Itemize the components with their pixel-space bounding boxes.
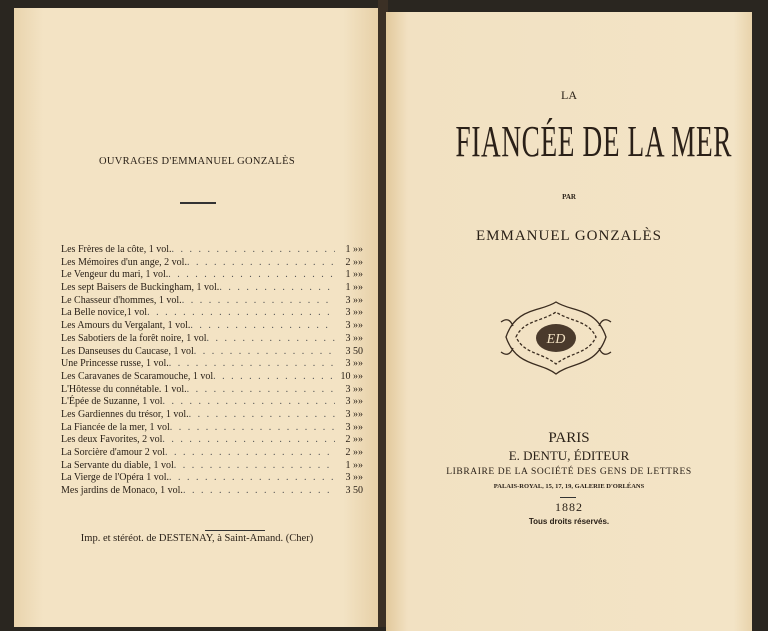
work-row bbox=[61, 447, 363, 460]
work-row bbox=[61, 460, 363, 473]
society: LIBRAIRE DE LA SOCIÉTÉ DES GENS DE LETTRES bbox=[446, 467, 692, 477]
left-page bbox=[14, 8, 380, 627]
work-title: Une Princesse russe, 1 vol. bbox=[61, 358, 169, 370]
work-row bbox=[61, 333, 363, 346]
leader-dots bbox=[213, 371, 335, 384]
leader-dots bbox=[187, 257, 335, 270]
work-price: 3 50 bbox=[345, 345, 363, 357]
works-heading: OUVRAGES D'EMMANUEL GONZALÈS bbox=[99, 156, 295, 167]
by-label: PAR bbox=[562, 193, 576, 201]
work-price: 1 »» bbox=[345, 459, 363, 471]
work-row bbox=[61, 384, 363, 397]
leader-dots bbox=[170, 422, 335, 435]
city: PARIS bbox=[548, 430, 590, 446]
leader-dots bbox=[162, 434, 335, 447]
leader-dots bbox=[163, 396, 336, 409]
work-row bbox=[61, 257, 363, 270]
work-row bbox=[61, 346, 363, 359]
work-row bbox=[61, 409, 363, 422]
work-title: Les Frères de la côte, 1 vol. bbox=[61, 244, 172, 255]
work-price: 3 »» bbox=[345, 332, 363, 344]
work-price: 3 »» bbox=[345, 396, 363, 408]
author-name: EMMANUEL GONZALÈS bbox=[475, 228, 662, 244]
leader-dots bbox=[169, 472, 335, 485]
work-row bbox=[61, 358, 363, 371]
work-price: 2 »» bbox=[345, 256, 363, 268]
work-row bbox=[61, 307, 363, 320]
work-row bbox=[61, 485, 363, 498]
work-price: 3 »» bbox=[345, 307, 363, 319]
leader-dots bbox=[183, 485, 335, 498]
work-title: Les Amours du Vergalant, 1 vol. bbox=[61, 320, 191, 332]
leader-dots bbox=[169, 358, 335, 371]
work-price: 3 50 bbox=[345, 485, 363, 497]
work-title: La Servante du diable, 1 vol bbox=[61, 459, 174, 471]
work-title: Le Chasseur d'hommes, 1 vol. bbox=[61, 294, 182, 306]
work-title: La Belle novice,1 vol bbox=[61, 307, 148, 319]
work-price: 2 »» bbox=[345, 447, 363, 458]
work-title: Mes jardins de Monaco, 1 vol. bbox=[61, 485, 183, 497]
leader-dots bbox=[147, 307, 335, 320]
leader-dots bbox=[219, 282, 335, 295]
work-price: 3 »» bbox=[345, 383, 363, 395]
work-price: 10 »» bbox=[340, 370, 363, 382]
work-title: La Fiancée de la mer, 1 vol bbox=[61, 421, 170, 433]
work-price: 3 »» bbox=[345, 320, 363, 332]
leader-dots bbox=[174, 460, 335, 473]
work-price: 1 »» bbox=[345, 282, 363, 294]
work-row bbox=[61, 295, 363, 308]
work-title: L'Épée de Suzanne, 1 vol bbox=[61, 396, 163, 408]
divider bbox=[180, 202, 216, 204]
leader-dots bbox=[189, 409, 335, 422]
work-title: Les sept Baisers de Buckingham, 1 vol. bbox=[61, 282, 220, 294]
work-price: 3 »» bbox=[345, 408, 363, 420]
work-price: 2 »» bbox=[345, 434, 363, 446]
work-price: 1 »» bbox=[345, 269, 363, 281]
work-price: 3 »» bbox=[345, 421, 363, 433]
work-row bbox=[61, 269, 363, 282]
work-title: L'Hôtesse du connétable. 1 vol. bbox=[61, 383, 187, 395]
work-row bbox=[61, 320, 363, 333]
work-row bbox=[61, 371, 363, 384]
work-price: 3 »» bbox=[345, 472, 363, 484]
leader-dots bbox=[187, 384, 335, 397]
rights-notice: Tous droits réservés. bbox=[528, 517, 610, 526]
work-title: Les Gardiennes du trésor, 1 vol. bbox=[61, 408, 189, 420]
work-row bbox=[61, 244, 363, 257]
works-list bbox=[61, 244, 363, 498]
printer-imprint: Imp. et stéréot. de DESTENAY, à Saint-Amand. (Cher) bbox=[80, 533, 314, 544]
work-row bbox=[61, 396, 363, 409]
emblem-monogram: ED bbox=[546, 332, 566, 347]
work-row bbox=[61, 422, 363, 435]
work-title: La Sorcière d'amour 2 vol bbox=[61, 447, 165, 458]
work-price: 3 »» bbox=[345, 294, 363, 306]
work-price: 3 »» bbox=[345, 358, 363, 370]
leader-dots bbox=[194, 346, 335, 359]
work-title: Les Danseuses du Caucase, 1 vol bbox=[61, 345, 194, 357]
leader-dots bbox=[190, 320, 335, 333]
title-article: LA bbox=[561, 88, 577, 102]
work-title: Le Vengeur du mari, 1 vol. bbox=[61, 269, 169, 281]
leader-dots bbox=[207, 333, 335, 346]
title-page bbox=[386, 12, 752, 631]
book-title: FIANCÉE DE LA MER bbox=[455, 117, 733, 166]
work-title: La Vierge de l'Opéra 1 vol. bbox=[61, 472, 170, 484]
leader-dots bbox=[172, 244, 335, 257]
work-title: Les deux Favorites, 2 vol bbox=[61, 434, 163, 446]
publisher-emblem-icon bbox=[496, 292, 616, 387]
address: PALAIS-ROYAL, 15, 17, 19, GALERIE D'ORLÉANS bbox=[493, 483, 645, 490]
work-row bbox=[61, 434, 363, 447]
leader-dots bbox=[165, 447, 335, 460]
work-title: Les Caravanes de Scaramouche, 1 vol bbox=[61, 370, 214, 382]
leader-dots bbox=[182, 295, 335, 308]
divider bbox=[560, 497, 576, 498]
publisher: E. DENTU, ÉDITEUR bbox=[508, 448, 630, 463]
year: 1882 bbox=[555, 500, 583, 514]
work-row bbox=[61, 472, 363, 485]
leader-dots bbox=[168, 269, 335, 282]
work-price: 1 »» bbox=[345, 244, 363, 255]
work-title: Les Sabotiers de la forêt noire, 1 vol bbox=[61, 332, 207, 344]
divider bbox=[205, 530, 265, 531]
work-row bbox=[61, 282, 363, 295]
work-title: Les Mémoires d'un ange, 2 vol. bbox=[61, 256, 187, 268]
